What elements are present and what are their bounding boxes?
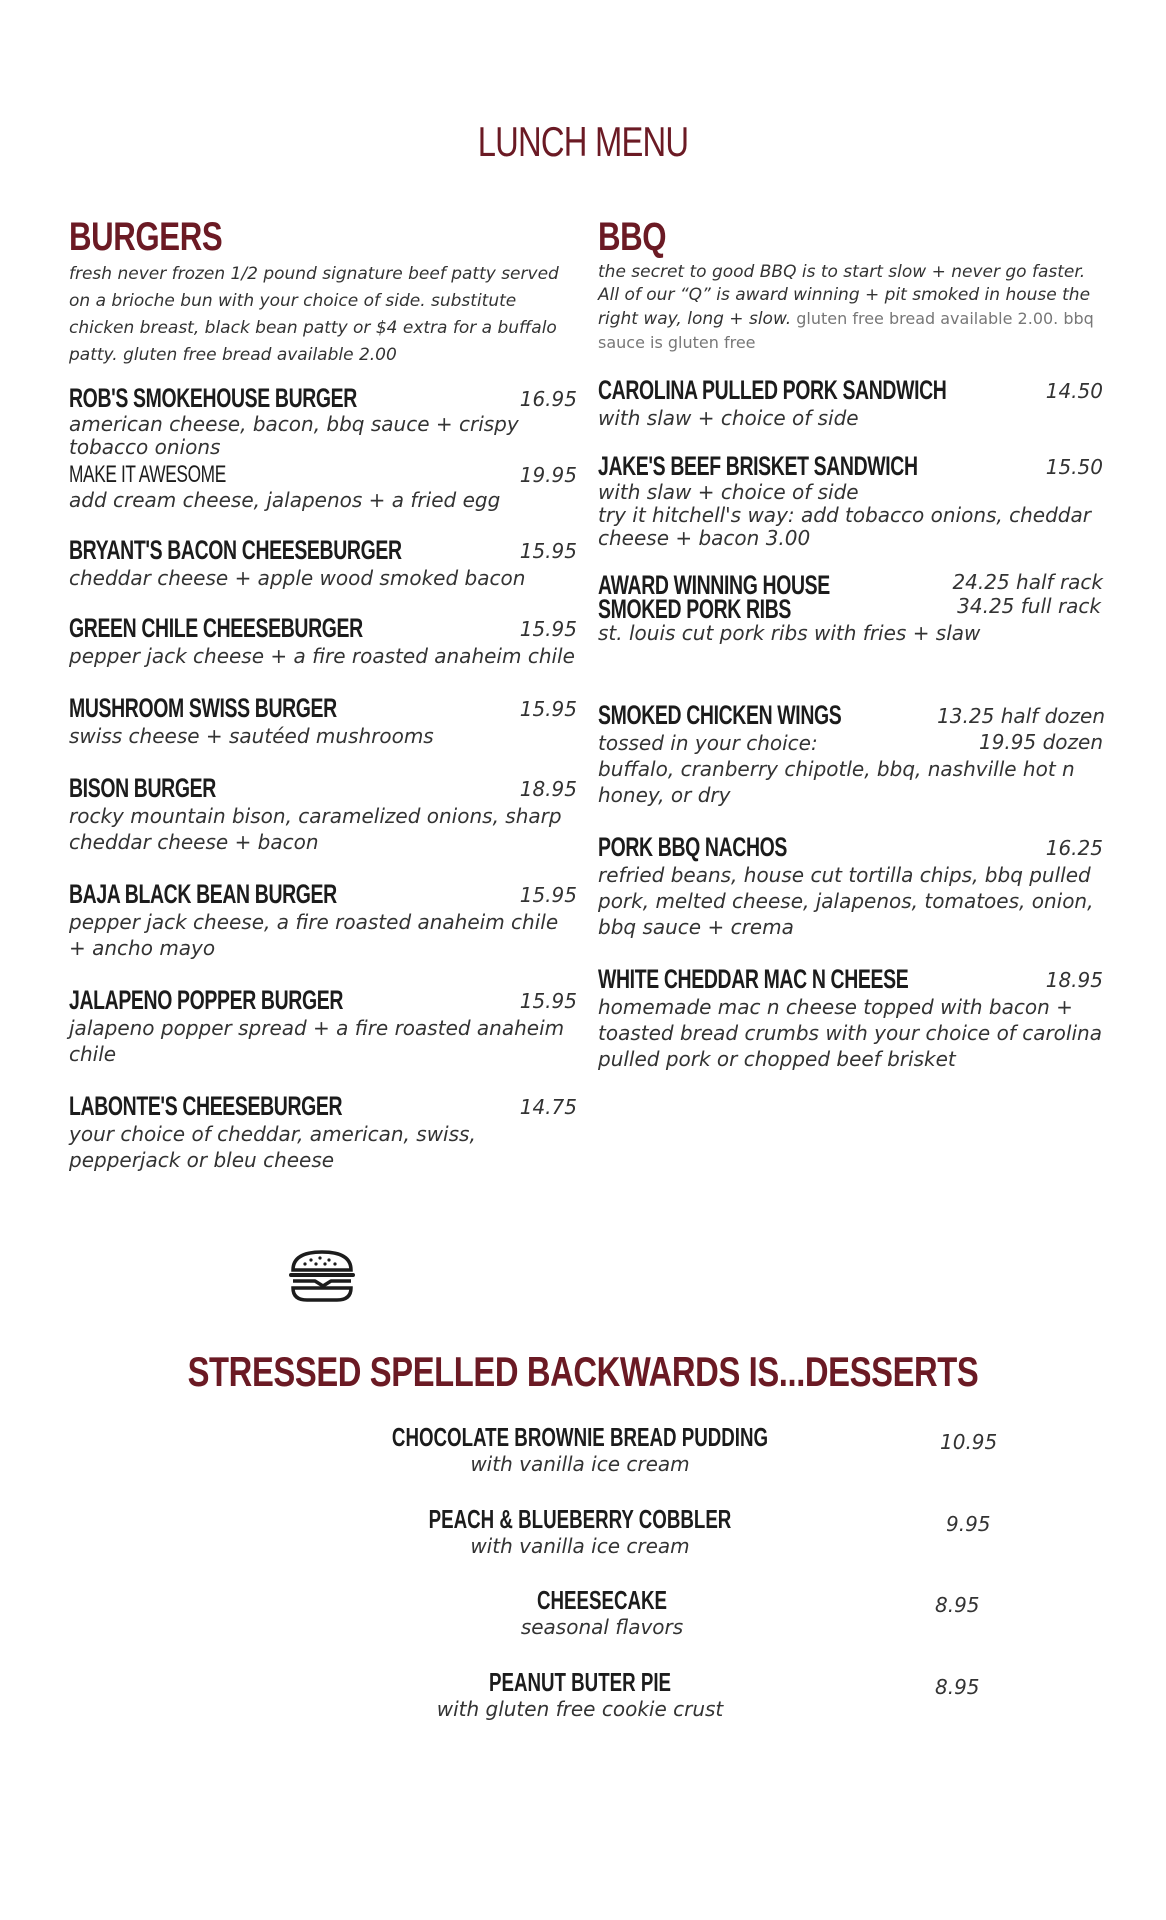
menu-item bbox=[598, 570, 1103, 646]
menu-item bbox=[69, 383, 577, 459]
menu-item bbox=[598, 451, 1103, 550]
item-name: BRYANT'S BACON CHEESEBURGER bbox=[69, 535, 402, 565]
menu-item bbox=[598, 964, 1103, 1072]
item-desc: your choice of cheddar, american, swiss, pepperjack or bleu cheese bbox=[69, 1122, 476, 1172]
item-price: 15.50 bbox=[1045, 455, 1103, 479]
dessert-price: 9.95 bbox=[946, 1512, 991, 1536]
item-price: 15.95 bbox=[519, 883, 577, 907]
item-price: 18.95 bbox=[1045, 968, 1103, 992]
item-price: 18.95 bbox=[519, 777, 577, 801]
dessert-item bbox=[300, 1422, 860, 1477]
item-desc: tossed in your choice: bbox=[598, 731, 818, 755]
item-name: ROB'S SMOKEHOUSE BURGER bbox=[69, 383, 357, 413]
item-desc: pepper jack cheese, a fire roasted anaheim chile + ancho mayo bbox=[69, 910, 559, 960]
item-name: WHITE CHEDDAR MAC N CHEESE bbox=[598, 964, 909, 994]
dessert-item bbox=[322, 1585, 882, 1640]
burger-icon bbox=[287, 1248, 357, 1304]
item-price: 15.95 bbox=[519, 539, 577, 563]
bbq-intro-italic: the secret to good BBQ is to start slow + never go faster. All of our “Q” is award winning + pit smoked in house the right way, long + slow. bbox=[598, 262, 1091, 329]
item-price: 15.95 bbox=[519, 697, 577, 721]
item-price: 16.95 bbox=[519, 387, 577, 411]
item-desc: with slaw + choice of side bbox=[598, 480, 859, 504]
item-name: CAROLINA PULLED PORK SANDWICH bbox=[598, 375, 947, 405]
item-price: 14.75 bbox=[519, 1095, 577, 1119]
item-name: JAKE'S BEEF BRISKET SANDWICH bbox=[598, 451, 918, 481]
dessert-desc: seasonal flavors bbox=[520, 1615, 684, 1639]
item-desc: pepper jack cheese + a fire roasted anaheim chile bbox=[69, 644, 575, 668]
item-name: MUSHROOM SWISS BURGER bbox=[69, 693, 337, 723]
dessert-price: 10.95 bbox=[940, 1430, 998, 1454]
menu-item bbox=[69, 1091, 577, 1173]
dessert-name: PEANUT BUTER PIE bbox=[488, 1667, 672, 1697]
burgers-heading: BURGERS bbox=[69, 215, 223, 259]
dessert-desc: with vanilla ice cream bbox=[470, 1534, 690, 1558]
item-price-full: 34.25 full rack bbox=[957, 594, 1101, 618]
dessert-price: 8.95 bbox=[935, 1675, 980, 1699]
item-desc: homemade mac n cheese topped with bacon + toasted bread crumbs with your choice of carolina pulled pork or chopped beef brisket bbox=[598, 995, 1102, 1071]
burgers-intro: fresh never frozen 1/2 pound signature beef patty served on a brioche bun with your choice of side. substitute chicken breast, black bean patty or $4 extra for a buffalo patty. gluten free bread available 2.00 bbox=[69, 264, 559, 365]
item-price: 16.25 bbox=[1045, 836, 1103, 860]
dessert-name: PEACH & BLUEBERRY COBBLER bbox=[428, 1504, 732, 1534]
menu-item bbox=[598, 832, 1103, 940]
menu-item-addon bbox=[69, 461, 577, 513]
item-desc: american cheese, bacon, bbq sauce + crispy tobacco onions bbox=[69, 412, 519, 459]
menu-item bbox=[69, 879, 577, 961]
dessert-desc: with gluten free cookie crust bbox=[436, 1697, 724, 1721]
dessert-price: 8.95 bbox=[935, 1593, 980, 1617]
menu-item bbox=[69, 535, 577, 591]
bbq-heading: BBQ bbox=[598, 215, 667, 259]
item-price: 15.95 bbox=[519, 989, 577, 1013]
bbq-intro bbox=[598, 261, 1103, 355]
item-name: MAKE IT AWESOME bbox=[69, 461, 226, 488]
dessert-name: CHEESECAKE bbox=[536, 1585, 668, 1615]
item-price: 24.25 half rack bbox=[952, 570, 1103, 594]
dessert-item bbox=[300, 1504, 860, 1559]
page-title: LUNCH MENU bbox=[477, 118, 689, 165]
item-name: PORK BBQ NACHOS bbox=[598, 832, 788, 862]
item-desc: swiss cheese + sautéed mushrooms bbox=[69, 724, 434, 748]
item-name: BISON BURGER bbox=[69, 773, 216, 803]
menu-item bbox=[598, 375, 1103, 431]
menu-item bbox=[69, 693, 577, 749]
desserts-heading: STRESSED SPELLED BACKWARDS IS...DESSERTS bbox=[187, 1348, 979, 1395]
item-name: LABONTE'S CHEESEBURGER bbox=[69, 1091, 343, 1121]
item-desc: cheddar cheese + apple wood smoked bacon bbox=[69, 566, 526, 590]
dessert-item bbox=[300, 1667, 860, 1722]
item-price: 15.95 bbox=[519, 617, 577, 641]
item-name: AWARD WINNING HOUSE bbox=[598, 570, 830, 600]
item-price: 13.25 half dozen bbox=[937, 704, 1105, 728]
bbq-intro-note: gluten free bread available 2.00. bbq sauce is gluten free bbox=[598, 309, 1094, 352]
item-name-line2: SMOKED PORK RIBS bbox=[598, 594, 791, 624]
menu-item bbox=[69, 773, 577, 855]
menu-item bbox=[69, 613, 577, 669]
dessert-name: CHOCOLATE BROWNIE BREAD PUDDING bbox=[391, 1422, 769, 1452]
burgers-section bbox=[69, 215, 577, 1173]
item-price-dozen: 19.95 dozen bbox=[978, 730, 1103, 754]
item-desc-extra: buffalo, cranberry chipotle, bbq, nashville hot n honey, or dry bbox=[598, 757, 1075, 807]
bbq-section bbox=[598, 215, 1103, 1072]
item-price: 19.95 bbox=[519, 463, 577, 487]
item-desc: add cream cheese, jalapenos + a fried egg bbox=[69, 488, 501, 512]
item-desc-extra: try it hitchell's way: add tobacco onions, cheddar cheese + bacon 3.00 bbox=[598, 503, 1091, 550]
item-name: SMOKED CHICKEN WINGS bbox=[598, 700, 842, 730]
item-name: JALAPENO POPPER BURGER bbox=[69, 985, 344, 1015]
item-name: BAJA BLACK BEAN BURGER bbox=[69, 879, 337, 909]
menu-item bbox=[598, 700, 1103, 808]
item-desc: rocky mountain bison, caramelized onions, sharp cheddar cheese + bacon bbox=[69, 804, 562, 854]
item-desc: jalapeno popper spread + a fire roasted anaheim chile bbox=[69, 1016, 565, 1066]
item-name: GREEN CHILE CHEESEBURGER bbox=[69, 613, 363, 643]
item-desc: with slaw + choice of side bbox=[598, 406, 859, 430]
menu-item bbox=[69, 985, 577, 1067]
item-price: 14.50 bbox=[1045, 379, 1103, 403]
item-desc: refried beans, house cut tortilla chips, bbq pulled pork, melted cheese, jalapenos, tomatoes, onion, bbq sauce + crema bbox=[598, 863, 1094, 939]
dessert-desc: with vanilla ice cream bbox=[470, 1452, 690, 1476]
item-desc: st. louis cut pork ribs with fries + slaw bbox=[598, 621, 981, 645]
